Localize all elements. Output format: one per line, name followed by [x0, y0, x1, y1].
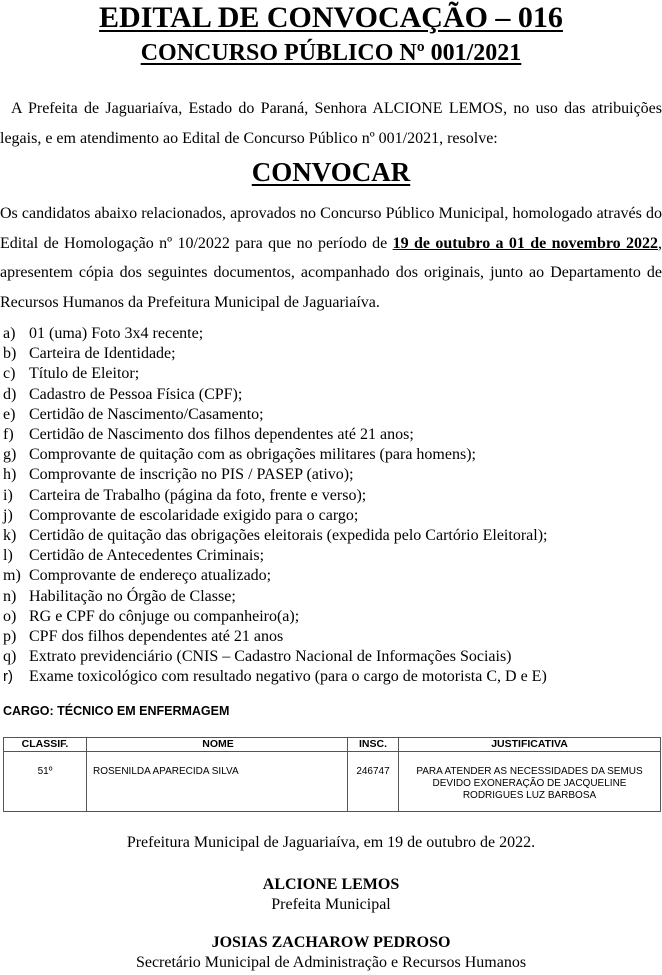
- list-item-text: Cadastro de Pessoa Física (CPF);: [29, 385, 243, 403]
- cell-insc: 246747: [348, 752, 399, 812]
- list-item-text: Carteira de Trabalho (página da foto, frente e verso);: [29, 486, 367, 504]
- candidates-table: [3, 737, 661, 812]
- cell-nome: ROSENILDA APARECIDA SILVA: [87, 752, 348, 812]
- table-row: [4, 752, 661, 812]
- cell-classif: 51º: [4, 752, 87, 812]
- list-item: [0, 627, 662, 647]
- column-header-justificativa: JUSTIFICATIVA: [399, 738, 661, 752]
- list-item: [0, 445, 662, 465]
- list-item-text: Comprovante de quitação com as obrigações militares (para homens);: [29, 446, 476, 464]
- list-item: [0, 364, 662, 384]
- action-heading-text: CONVOCAR: [251, 157, 411, 187]
- cargo-heading: CARGO: TÉCNICO EM ENFERMAGEM: [3, 704, 230, 718]
- signature-block: [0, 875, 662, 915]
- intro-text: A Prefeita de Jaguariaíva, Estado do Paraná, Senhora ALCIONE LEMOS, no uso das atribuições legais, e em atendimento ao Edital de Concurso Público nº 001/2021, resolve:: [0, 100, 662, 147]
- body-paragraph: [0, 199, 662, 317]
- list-item-label: l): [3, 547, 13, 565]
- document-subtitle: [0, 38, 662, 68]
- cell-justificativa: PARA ATENDER AS NECESSIDADES DA SEMUS DEVIDO EXONERAÇÃO DE JACQUELINE RODRIGUES LUZ BARBOSA: [399, 752, 661, 812]
- place-date: Prefeitura Municipal de Jaguariaíva, em 19 de outubro de 2022.: [126, 834, 536, 851]
- intro-paragraph: [0, 94, 662, 154]
- document-title: [0, 0, 662, 36]
- document-title-text: EDITAL DE CONVOCAÇÃO – 016: [99, 1, 563, 34]
- signatory-name: JOSIAS ZACHAROW PEDROSO: [211, 934, 451, 951]
- list-item-text: Comprovante de inscrição no PIS / PASEP (ativo);: [29, 466, 354, 484]
- list-item: [0, 405, 662, 425]
- list-item: [0, 667, 662, 687]
- list-item-label: b): [3, 345, 17, 363]
- document-subtitle-text: CONCURSO PÚBLICO Nº 001/2021: [140, 40, 522, 66]
- list-item-text: Comprovante de endereço atualizado;: [29, 567, 272, 585]
- list-item-label: f): [3, 426, 14, 444]
- list-item: [0, 465, 662, 485]
- list-item: [0, 647, 662, 667]
- list-item-text: 01 (uma) Foto 3x4 recente;: [29, 325, 204, 342]
- list-item-label: o): [3, 607, 17, 625]
- list-item: [0, 425, 662, 445]
- list-item: [0, 486, 662, 506]
- list-item-label: d): [3, 385, 17, 403]
- list-item-label: r): [3, 668, 13, 686]
- body-text-2: , apresentem cópia dos seguintes documentos, acompanhado dos originais, junto ao Departamento de Recursos Humanos da Prefeitura Municipal de Jaguariaíva.: [0, 234, 662, 311]
- list-item: [0, 587, 662, 607]
- list-item-text: RG e CPF do cônjuge ou companheiro(a);: [29, 607, 300, 625]
- list-item: [0, 385, 662, 405]
- list-item: [0, 607, 662, 627]
- list-item-text: Extrato previdenciário (CNIS – Cadastro Nacional de Informações Sociais): [29, 648, 512, 666]
- list-item: [0, 506, 662, 526]
- list-item-text: Certidão de quitação das obrigações eleitorais (expedida pelo Cartório Eleitoral);: [29, 527, 548, 545]
- list-item: [0, 324, 662, 344]
- list-item-label: j): [3, 506, 13, 524]
- column-header-insc: INSC.: [348, 738, 399, 752]
- list-item-label: a): [3, 325, 16, 342]
- list-item-text: Certidão de Nascimento dos filhos dependentes até 21 anos;: [29, 426, 414, 444]
- table-header-row: [4, 738, 661, 752]
- signatory-name: ALCIONE LEMOS: [262, 876, 400, 893]
- list-item-label: h): [3, 466, 17, 484]
- list-item-text: Certidão de Nascimento/Casamento;: [29, 405, 264, 423]
- list-item: [0, 344, 662, 364]
- period-highlight: 19 de outubro a 01 de novembro 2022: [392, 234, 659, 252]
- list-item-label: c): [3, 365, 16, 383]
- list-item-text: Habilitação no Órgão de Classe;: [29, 587, 236, 605]
- column-header-nome: NOME: [87, 738, 348, 752]
- list-item-text: Certidão de Antecedentes Criminais;: [29, 547, 265, 565]
- list-item-label: g): [3, 446, 17, 464]
- list-item: [0, 526, 662, 546]
- signatory-role: Secretário Municipal de Administração e Recursos Humanos: [135, 954, 527, 971]
- list-item-text: Exame toxicológico com resultado negativo (para o cargo de motorista C, D e E): [29, 668, 547, 686]
- list-item-label: n): [3, 587, 17, 605]
- action-heading: [0, 155, 662, 189]
- list-item: [0, 546, 662, 566]
- body-text-1: Os candidatos abaixo relacionados, aprovados no Concurso Público Municipal, homologado através do Edital de Homologação nº 10/2022 para que no período de: [0, 205, 662, 252]
- signature-block: [0, 933, 662, 973]
- list-item-label: p): [3, 628, 17, 646]
- list-item-text: Comprovante de escolaridade exigido para o cargo;: [29, 506, 359, 524]
- list-item-text: Carteira de Identidade;: [29, 345, 176, 363]
- list-item-label: k): [3, 527, 17, 545]
- list-item-label: e): [3, 405, 16, 423]
- list-item-label: m): [3, 567, 21, 585]
- required-documents-list: [0, 324, 662, 688]
- column-header-classif: CLASSIF.: [4, 738, 87, 752]
- list-item-label: q): [3, 648, 17, 666]
- list-item: [0, 566, 662, 586]
- list-item-text: Título de Eleitor;: [29, 365, 140, 383]
- signatory-role: Prefeita Municipal: [271, 896, 391, 913]
- list-item-text: CPF dos filhos dependentes até 21 anos: [29, 628, 284, 646]
- list-item-label: i): [3, 486, 13, 504]
